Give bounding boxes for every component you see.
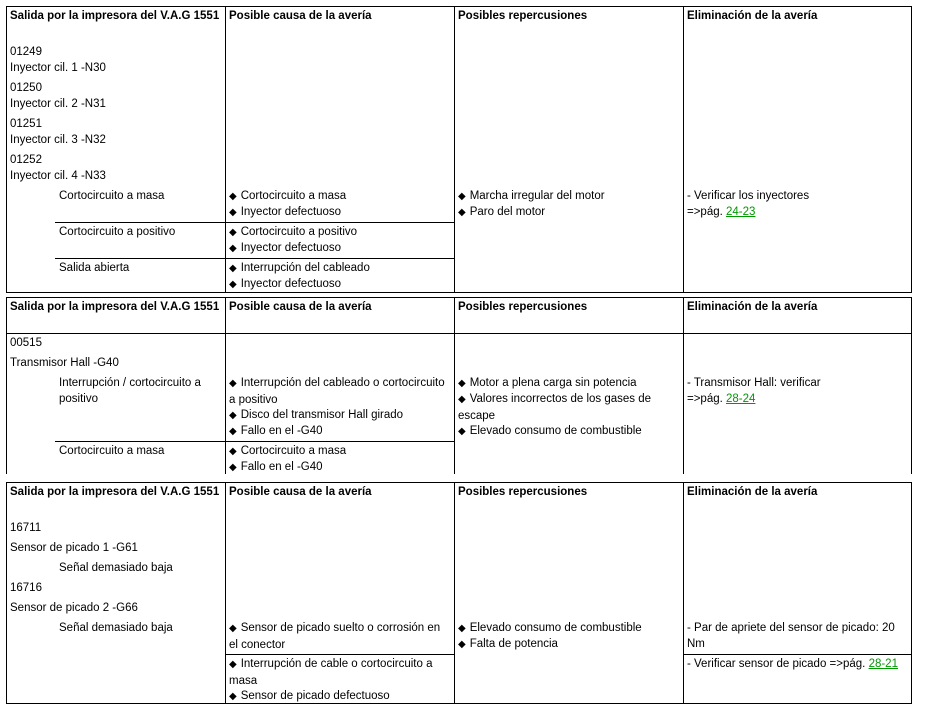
fault-type: Cortocircuito a masa bbox=[59, 190, 165, 202]
fault-code: 16711 bbox=[10, 522, 42, 534]
cause-item: ◆ Inyector defectuoso bbox=[229, 240, 341, 257]
cause-item: ◆ Inyector defectuoso bbox=[229, 204, 341, 221]
cause-item: ◆ Interrupción del cableado o cortocircuito a positivo bbox=[229, 375, 449, 408]
fault-code: 00515 bbox=[10, 337, 42, 349]
page-link-24-23[interactable]: 24-23 bbox=[726, 206, 756, 218]
fault-type: Interrupción / cortocircuito a positivo bbox=[59, 377, 201, 405]
cause-item: ◆ Fallo en el -G40 bbox=[229, 423, 323, 440]
page-link-28-24[interactable]: 28-24 bbox=[726, 393, 756, 405]
page-link-28-21[interactable]: 28-21 bbox=[868, 658, 898, 670]
remedy-reference bbox=[687, 204, 755, 220]
component-name: Inyector cil. 1 -N30 bbox=[10, 62, 106, 74]
effect-item: ◆ Valores incorrectos de los gases de escape bbox=[458, 391, 680, 424]
component-name: Inyector cil. 4 -N33 bbox=[10, 170, 106, 182]
fault-code: 01249 bbox=[10, 46, 42, 58]
remedy-reference bbox=[687, 656, 898, 672]
effect-item: ◆ Elevado consumo de combustible bbox=[458, 620, 642, 637]
header-remedy: Eliminación de la avería bbox=[687, 10, 818, 22]
cause-item: ◆ Interrupción del cableado bbox=[229, 260, 370, 277]
remedy-prefix: =>pág. bbox=[687, 206, 727, 218]
fault-type: Cortocircuito a positivo bbox=[59, 226, 176, 238]
header-cause: Posible causa de la avería bbox=[229, 486, 372, 498]
header-effects: Posibles repercusiones bbox=[458, 10, 588, 22]
header-output: Salida por la impresora del V.A.G 1551 bbox=[10, 10, 220, 22]
component-name: Sensor de picado 1 -G61 bbox=[10, 542, 138, 554]
fault-code: 01250 bbox=[10, 82, 42, 94]
effect-item: ◆ Falta de potencia bbox=[458, 636, 558, 653]
header-effects: Posibles repercusiones bbox=[458, 486, 588, 498]
cause-item: ◆ Disco del transmisor Hall girado bbox=[229, 407, 403, 424]
table-injectors bbox=[6, 6, 912, 293]
component-name: Transmisor Hall -G40 bbox=[10, 357, 119, 369]
fault-type: Señal demasiado baja bbox=[59, 622, 173, 634]
header-output: Salida por la impresora del V.A.G 1551 bbox=[10, 301, 220, 313]
effect-item: ◆ Paro del motor bbox=[458, 204, 545, 221]
remedy-text: - Verificar los inyectores bbox=[687, 190, 810, 202]
fault-code: 01252 bbox=[10, 154, 42, 166]
remedy-text: - Par de apriete del sensor de picado: 20 Nm bbox=[687, 622, 895, 650]
effect-item: ◆ Motor a plena carga sin potencia bbox=[458, 375, 637, 392]
header-cause: Posible causa de la avería bbox=[229, 10, 372, 22]
effect-item: ◆ Marcha irregular del motor bbox=[458, 188, 605, 205]
remedy-reference bbox=[687, 391, 755, 407]
cause-item: ◆ Sensor de picado suelto o corrosión en el conector bbox=[229, 620, 451, 653]
cause-item: ◆ Fallo en el -G40 bbox=[229, 459, 323, 476]
header-remedy: Eliminación de la avería bbox=[687, 486, 818, 498]
component-name: Sensor de picado 2 -G66 bbox=[10, 602, 138, 614]
cause-item: ◆ Cortocircuito a masa bbox=[229, 188, 346, 205]
header-effects: Posibles repercusiones bbox=[458, 301, 588, 313]
cause-item: ◆ Cortocircuito a positivo bbox=[229, 224, 357, 241]
component-name: Inyector cil. 2 -N31 bbox=[10, 98, 106, 110]
effect-item: ◆ Elevado consumo de combustible bbox=[458, 423, 642, 440]
header-cause: Posible causa de la avería bbox=[229, 301, 372, 313]
fault-type: Señal demasiado baja bbox=[59, 562, 173, 574]
fault-code: 01251 bbox=[10, 118, 42, 130]
cause-item: ◆ Interrupción de cable o cortocircuito a masa bbox=[229, 656, 451, 689]
fault-code: 16716 bbox=[10, 582, 42, 594]
remedy-text: - Transmisor Hall: verificar bbox=[687, 377, 821, 389]
header-remedy: Eliminación de la avería bbox=[687, 301, 818, 313]
cause-item: ◆ Cortocircuito a masa bbox=[229, 443, 346, 460]
component-name: Inyector cil. 3 -N32 bbox=[10, 134, 106, 146]
cause-item: ◆ Inyector defectuoso bbox=[229, 276, 341, 293]
remedy-prefix: =>pág. bbox=[687, 393, 727, 405]
fault-type: Cortocircuito a masa bbox=[59, 445, 165, 457]
header-output: Salida por la impresora del V.A.G 1551 bbox=[10, 486, 220, 498]
cause-item: ◆ Sensor de picado defectuoso bbox=[229, 688, 390, 705]
fault-type: Salida abierta bbox=[59, 262, 130, 274]
remedy-prefix: - Verificar sensor de picado =>pág. bbox=[687, 658, 869, 670]
